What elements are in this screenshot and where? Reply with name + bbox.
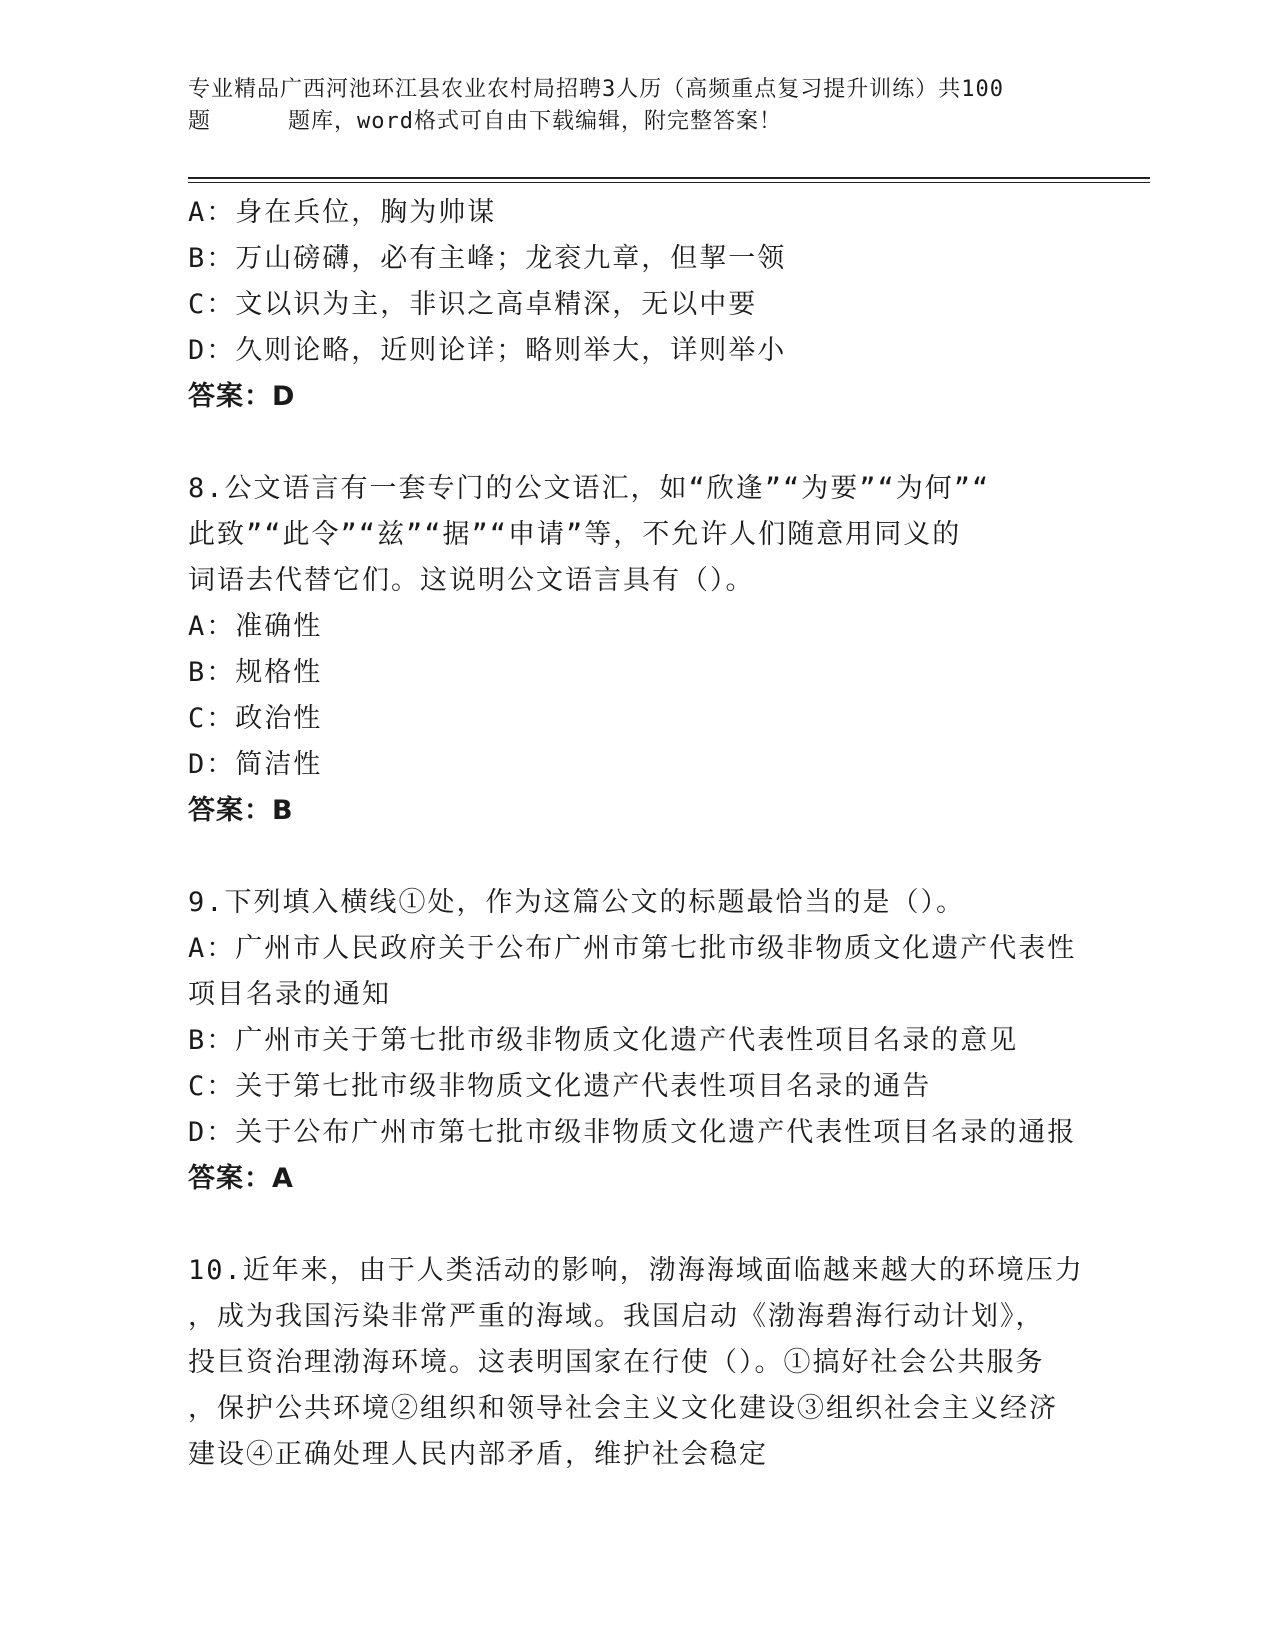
header-rule-thin	[188, 182, 1150, 183]
option-c: C：关于第七批市级非物质文化遗产代表性项目名录的通告	[188, 1071, 932, 1102]
question-stem-line: 9.下列填入横线①处，作为这篇公文的标题最恰当的是（）。	[188, 887, 966, 918]
answer-line: 答案：B	[188, 795, 294, 826]
option-d: D：久则论略，近则论详；略则举大，详则举小	[188, 335, 787, 366]
document-header	[188, 74, 1088, 138]
document-body	[188, 190, 1088, 1478]
header-rule-thick	[188, 177, 1150, 179]
answer-line: 答案：D	[188, 381, 296, 412]
option-c: C：文以识为主，非识之高卓精深，无以中要	[188, 289, 758, 320]
spacer	[188, 420, 1088, 466]
option-d: D：关于公布广州市第七批市级非物质文化遗产代表性项目名录的通报	[188, 1117, 1077, 1148]
question-stem-line: 建设④正确处理人民内部矛盾，维护社会稳定	[188, 1439, 768, 1470]
question-stem-line: 10.近年来，由于人类活动的影响，渤海海域面临越来越大的环境压力	[188, 1255, 1084, 1286]
option-b: B：规格性	[188, 657, 323, 688]
option-a: A：广州市人民政府关于公布广州市第七批市级非物质文化遗产代表性	[188, 933, 1077, 964]
question-10	[188, 1248, 1088, 1478]
option-b: B：万山磅礴，必有主峰；龙衮九章，但挈一领	[188, 243, 787, 274]
question-stem-line: 投巨资治理渤海环境。这表明国家在行使（）。①搞好社会公共服务	[188, 1347, 1045, 1378]
question-9	[188, 880, 1088, 1202]
question-stem-line: ，成为我国污染非常严重的海域。我国启动《渤海碧海行动计划》，	[188, 1301, 1045, 1332]
option-c: C：政治性	[188, 703, 323, 734]
question-8	[188, 466, 1088, 834]
option-a: A：准确性	[188, 611, 323, 642]
answer-line: 答案：A	[188, 1163, 294, 1194]
question-stem-line: 词语去代替它们。这说明公文语言具有（）。	[188, 565, 755, 596]
spacer	[188, 834, 1088, 880]
header-line-2-tag: 题	[188, 109, 212, 134]
header-line-2-text: 题库，word格式可自由下载编辑，附完整答案！	[288, 109, 782, 134]
option-d: D：简洁性	[188, 749, 323, 780]
header-line-2	[188, 106, 1088, 138]
question-stem-line: 此致”“此令”“兹”“据”“申请”等，不允许人们随意用同义的	[188, 519, 962, 550]
question-stem-line: ，保护公共环境②组织和领导社会主义文化建设③组织社会主义经济	[188, 1393, 1058, 1424]
option-a-continued: 项目名录的通知	[188, 979, 391, 1010]
option-b: B：广州市关于第七批市级非物质文化遗产代表性项目名录的意见	[188, 1025, 1019, 1056]
spacer	[188, 1202, 1088, 1248]
header-line-1: 专业精品广西河池环江县农业农村局招聘3人历（高频重点复习提升训练）共100	[188, 77, 1004, 102]
question-7-tail	[188, 190, 1088, 420]
question-stem-line: 8.公文语言有一套专门的公文语汇，如“欣逢”“为要”“为何”“	[188, 473, 991, 504]
option-a: A：身在兵位，胸为帅谋	[188, 197, 497, 228]
